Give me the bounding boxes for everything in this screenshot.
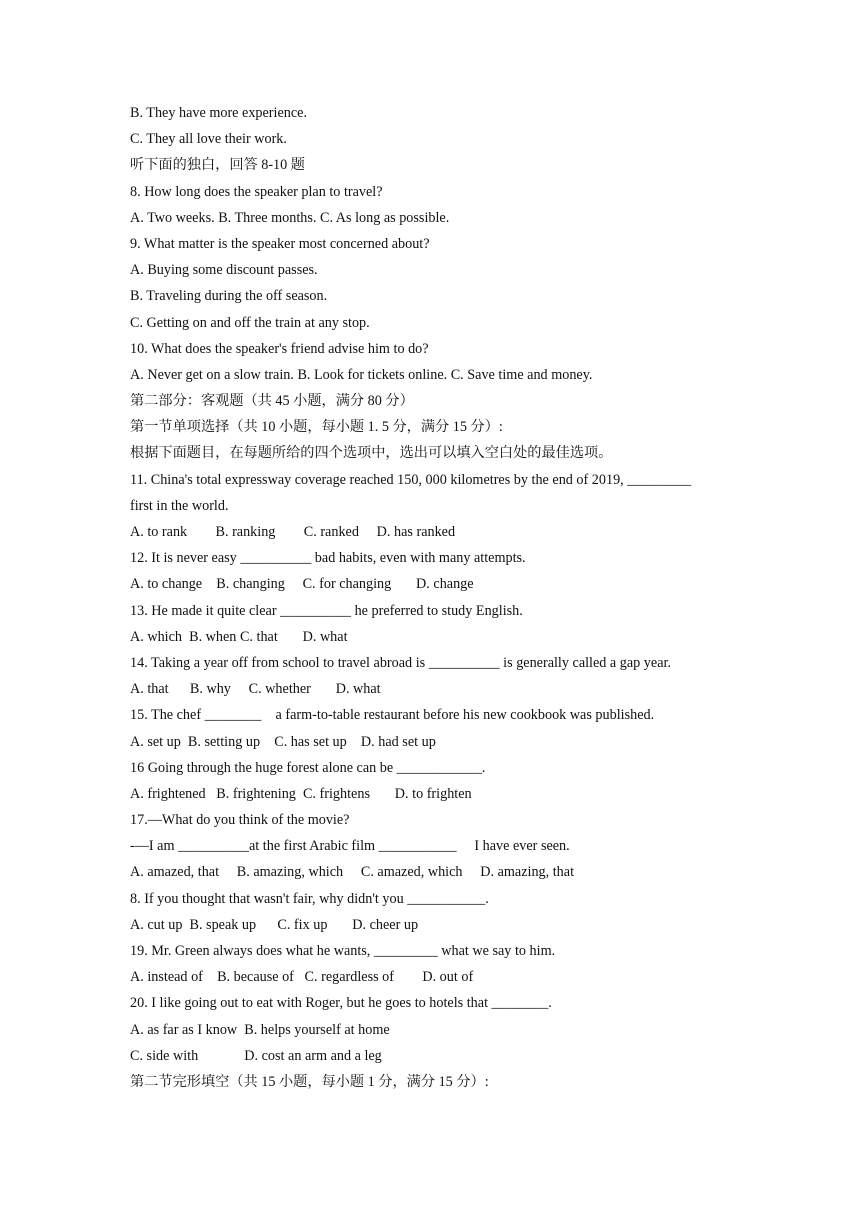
- question-10: 10. What does the speaker's friend advise him to do?: [130, 340, 429, 357]
- question-15: 15. The chef ________ a farm-to-table restaurant before his new cookbook was published.: [130, 707, 655, 724]
- option-line-q9-a: A. Buying some discount passes.: [130, 262, 318, 279]
- options-q12: A. to change B. changing C. for changing D. change: [130, 576, 474, 593]
- options-q16: A. frightened B. frightening C. frightens D. to frighten: [130, 785, 472, 802]
- options-q18: A. cut up B. speak up C. fix up D. cheer up: [130, 916, 419, 933]
- question-14: 14. Taking a year off from school to travel abroad is __________ is generally called a gap year.: [130, 654, 671, 671]
- options-q20-cd: C. side with D. cost an arm and a leg: [130, 1047, 382, 1064]
- section-instruction-monologue: 听下面的独白，回答 8-10 题: [130, 157, 305, 174]
- part-two-heading: 第二部分：客观题（共 45 小题，满分 80 分）: [130, 393, 414, 410]
- options-q11: A. to rank B. ranking C. ranked D. has ranked: [130, 524, 456, 540]
- options-q20-ab: A. as far as I know B. helps yourself at home: [130, 1021, 390, 1038]
- question-19: 19. Mr. Green always does what he wants, _________ what we say to him.: [130, 943, 556, 959]
- question-8: 8. How long does the speaker plan to travel?: [130, 183, 383, 200]
- option-line-q9-c: C. Getting on and off the train at any stop.: [130, 314, 370, 331]
- option-line-q7-c: C. They all love their work.: [130, 131, 287, 148]
- options-q10: A. Never get on a slow train. B. Look for tickets online. C. Save time and money.: [130, 366, 593, 383]
- options-q13: A. which B. when C. that D. what: [130, 628, 348, 645]
- question-17: 17.—What do you think of the movie?: [130, 812, 350, 829]
- question-9: 9. What matter is the speaker most concerned about?: [130, 235, 430, 252]
- option-line-q7-b: B. They have more experience.: [130, 105, 308, 121]
- section-two-heading: 第二节完形填空（共 15 小题，每小题 1 分，满分 15 分）:: [130, 1073, 489, 1090]
- question-11-continued: first in the world.: [130, 497, 229, 514]
- option-line-q9-b: B. Traveling during the off season.: [130, 288, 328, 305]
- question-17-reply: -—I am __________at the first Arabic film ___________ I have ever seen.: [130, 838, 570, 855]
- question-13: 13. He made it quite clear __________ he preferred to study English.: [130, 602, 523, 619]
- question-11: 11. China's total expressway coverage reached 150, 000 kilometres by the end of 2019, _________: [130, 471, 692, 488]
- document-page: [130, 100, 750, 1095]
- options-q15: A. set up B. setting up C. has set up D. had set up: [130, 733, 436, 750]
- options-q8: A. Two weeks. B. Three months. C. As long as possible.: [130, 209, 450, 226]
- question-12: 12. It is never easy __________ bad habits, even with many attempts.: [130, 550, 526, 567]
- question-18: 8. If you thought that wasn't fair, why didn't you ___________.: [130, 890, 489, 907]
- options-q14: A. that B. why C. whether D. what: [130, 681, 381, 698]
- options-q19: A. instead of B. because of C. regardless of D. out of: [130, 969, 474, 986]
- section-one-heading: 第一节单项选择（共 10 小题，每小题 1. 5 分，满分 15 分）:: [130, 419, 503, 436]
- section-one-instruction: 根据下面题目，在每题所给的四个选项中，选出可以填入空白处的最佳选项。: [130, 445, 613, 462]
- options-q17: A. amazed, that B. amazing, which C. amazed, which D. amazing, that: [130, 864, 575, 881]
- question-16: 16 Going through the huge forest alone can be ____________.: [130, 759, 486, 776]
- question-20: 20. I like going out to eat with Roger, but he goes to hotels that ________.: [130, 995, 552, 1012]
